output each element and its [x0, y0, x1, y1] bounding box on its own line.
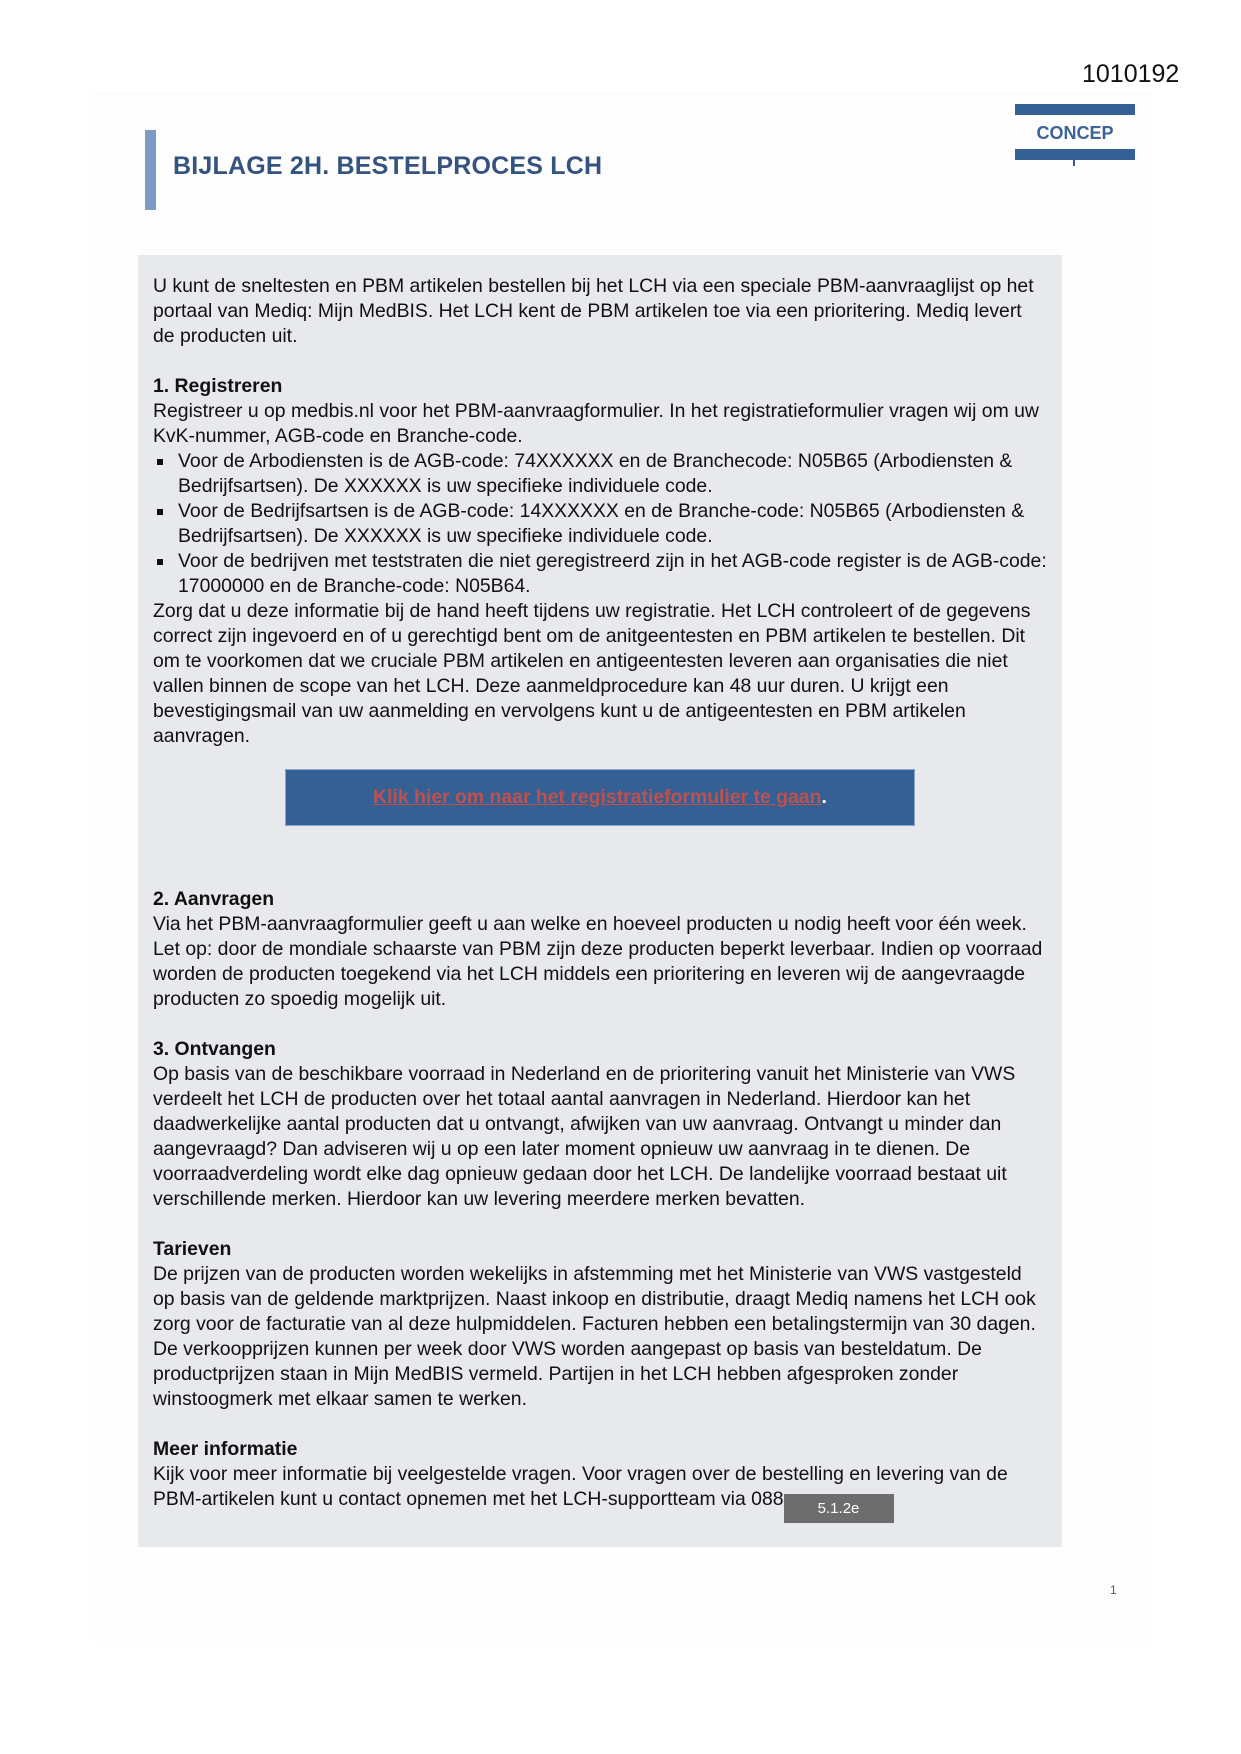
register-heading: 1. Registreren [153, 375, 283, 397]
registration-form-button[interactable] [285, 769, 915, 826]
register-bullets [153, 449, 1048, 599]
redaction-box: 5.1.2e [784, 1494, 894, 1523]
page-number: 1 [1110, 1583, 1117, 1597]
request-text: Via het PBM-aanvraagformulier geeft u aan welke en hoeveel producten u nodig heeft voor één week. Let op: door de mondiale schaarste van PBM zijn deze producten beperkt leverbaar. Indien op voorraad worden de producten toegekend via het LCH middels een prioritering en leveren wij de aangevraagde producten zo spoedig mogelijk uit. [153, 913, 1043, 1010]
page-title: BIJLAGE 2H. BESTELPROCES LCH [173, 152, 603, 180]
receive-text: Op basis van de beschikbare voorraad in Nederland en de prioritering vanuit het Ministerie van VWS verdeelt het LCH de producten over het totaal aantal aanvragen in Nederland. Hierdoor kan het daadwerkelijke aantal producten dat u ontvangt, afwijken van uw aanvraag. Ontvangt u minder dan aangevraagd? Dan adviseren wij u op een later moment opnieuw uw aanvraag in te dienen. De voorraadverdeling wordt elke dag opnieuw gedaan door het LCH. De landelijke voorraad bestaat uit verschillende merken. Hierdoor kan uw levering meerdere merken bevatten. [153, 1063, 1016, 1210]
content [153, 274, 1048, 1523]
registration-form-link[interactable]: Klik hier om naar het registratieformulier te gaan [373, 786, 822, 808]
link-suffix: . [821, 786, 827, 808]
register-followup: Zorg dat u deze informatie bij de hand heeft tijdens uw registratie. Het LCH controleert of de gegevens correct zijn ingevoerd en of u gerechtigd bent om de anitgeentesten en PBM artikelen te bestellen. Dit om te voorkomen dat we cruciale PBM artikelen en antigeentesten leveren aan organisaties die niet vallen binnen de scope van het LCH. Deze aanmeldprocedure kan 48 uur duren. U krijgt een bevestigingsmail van uw aanmelding en vervolgens kunt u de antigeentesten en PBM artikelen aanvragen. [153, 600, 1031, 747]
more-info-text [153, 1462, 1048, 1523]
stamp-bar-bottom [1015, 149, 1135, 160]
title-accent-bar [145, 130, 156, 210]
more-info-body: Kijk voor meer informatie bij veelgestelde vragen. Voor vragen over de bestelling en levering van de PBM-artikelen kunt u contact opnemen met het LCH-supportteam via 088 [153, 1463, 1008, 1510]
rates-text: De prijzen van de producten worden wekelijks in afstemming met het Ministerie van VWS vastgesteld op basis van de geldende marktprijzen. Naast inkoop en distributie, draagt Mediq namens het LCH ook zorg voor de facturatie van al deze hulpmiddelen. Facturen hebben een betalingstermijn van 30 dagen. De verkoopprijzen kunnen per week door VWS worden aangepast op basis van besteldatum. De productprijzen staan in Mijn MedBIS vermeld. Partijen in het LCH hebben afgesproken zonder winstoogmerk met elkaar samen te werken. [153, 1263, 1036, 1410]
intro-text: U kunt de sneltesten en PBM artikelen bestellen bij het LCH via een speciale PBM-aanvraaglijst op het portaal van Mediq: Mijn MedBIS. Het LCH kent de PBM artikelen toe via een prioritering. Mediq levert de producten uit. [153, 275, 1034, 347]
document-number: 1010192 [1082, 60, 1180, 88]
stamp-bar-top [1015, 104, 1135, 115]
request-heading: 2. Aanvragen [153, 888, 275, 910]
list-item: Voor de Bedrijfsartsen is de AGB-code: 14XXXXXX en de Branche-code: N05B65 (Arbodiensten & Bedrijfsartsen). De XXXXXX is uw specifieke individuele code. [153, 499, 1048, 549]
stamp-label: CONCEP [1036, 123, 1114, 143]
register-text: Registreer u op medbis.nl voor het PBM-aanvraagformulier. In het registratieformulier vragen wij om uw KvK-nummer, AGB-code en Branche-code. [153, 400, 1039, 447]
rates-heading: Tarieven [153, 1238, 232, 1260]
list-item: Voor de Arbodiensten is de AGB-code: 74XXXXXX en de Branchecode: N05B65 (Arbodiensten & Bedrijfsartsen). De XXXXXX is uw specifieke individuele code. [153, 449, 1048, 499]
more-info-heading: Meer informatie [153, 1438, 298, 1460]
concept-stamp [1015, 104, 1135, 162]
list-item: Voor de bedrijven met teststraten die niet geregistreerd zijn in het AGB-code register is de AGB-code: 17000000 en de Branche-code: N05B64. [153, 549, 1048, 599]
stamp-tick [1073, 160, 1075, 166]
receive-heading: 3. Ontvangen [153, 1038, 276, 1060]
